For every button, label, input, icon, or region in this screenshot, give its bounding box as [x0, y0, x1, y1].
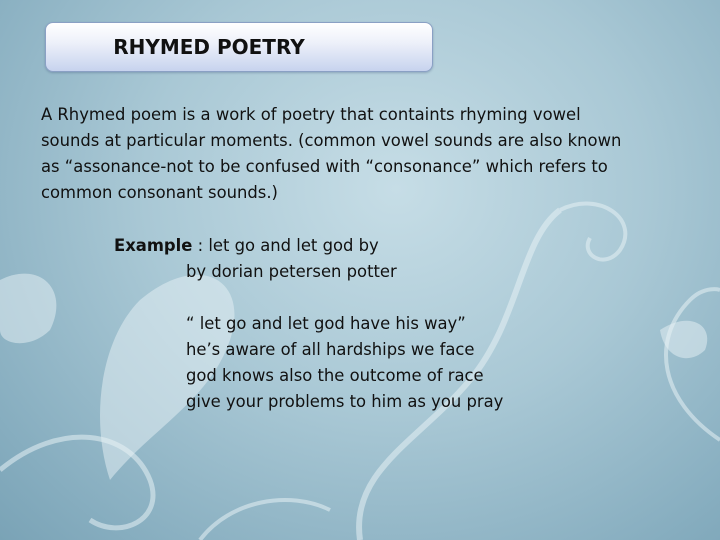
- poem-line: give your problems to him as you pray: [186, 392, 504, 411]
- paragraph-line: as “assonance-not to be confused with “consonance” which refers to: [41, 157, 608, 176]
- bottom-vine: [200, 500, 330, 540]
- right-vine: [666, 289, 720, 440]
- swirl-curl: [560, 204, 625, 260]
- example-line: [114, 233, 379, 259]
- description-paragraph: [41, 102, 691, 206]
- example-text: : let go and let god by: [192, 236, 379, 255]
- poem-stanza: [186, 311, 503, 415]
- paragraph-line: A Rhymed poem is a work of poetry that containts rhyming vowel: [41, 105, 581, 124]
- side-leaf: [0, 274, 56, 344]
- poem-line: god knows also the outcome of race: [186, 366, 484, 385]
- paragraph-line: common consonant sounds.): [41, 183, 278, 202]
- title-box: [45, 22, 433, 72]
- poem-line: he’s aware of all hardships we face: [186, 340, 475, 359]
- poem-byline: by dorian petersen potter: [186, 262, 397, 281]
- paragraph-line: sounds at particular moments. (common vowel sounds are also known: [41, 131, 622, 150]
- page-title: RHYMED POETRY: [113, 35, 305, 59]
- poem-line: “ let go and let god have his way”: [186, 314, 466, 333]
- example-label: Example: [114, 236, 193, 255]
